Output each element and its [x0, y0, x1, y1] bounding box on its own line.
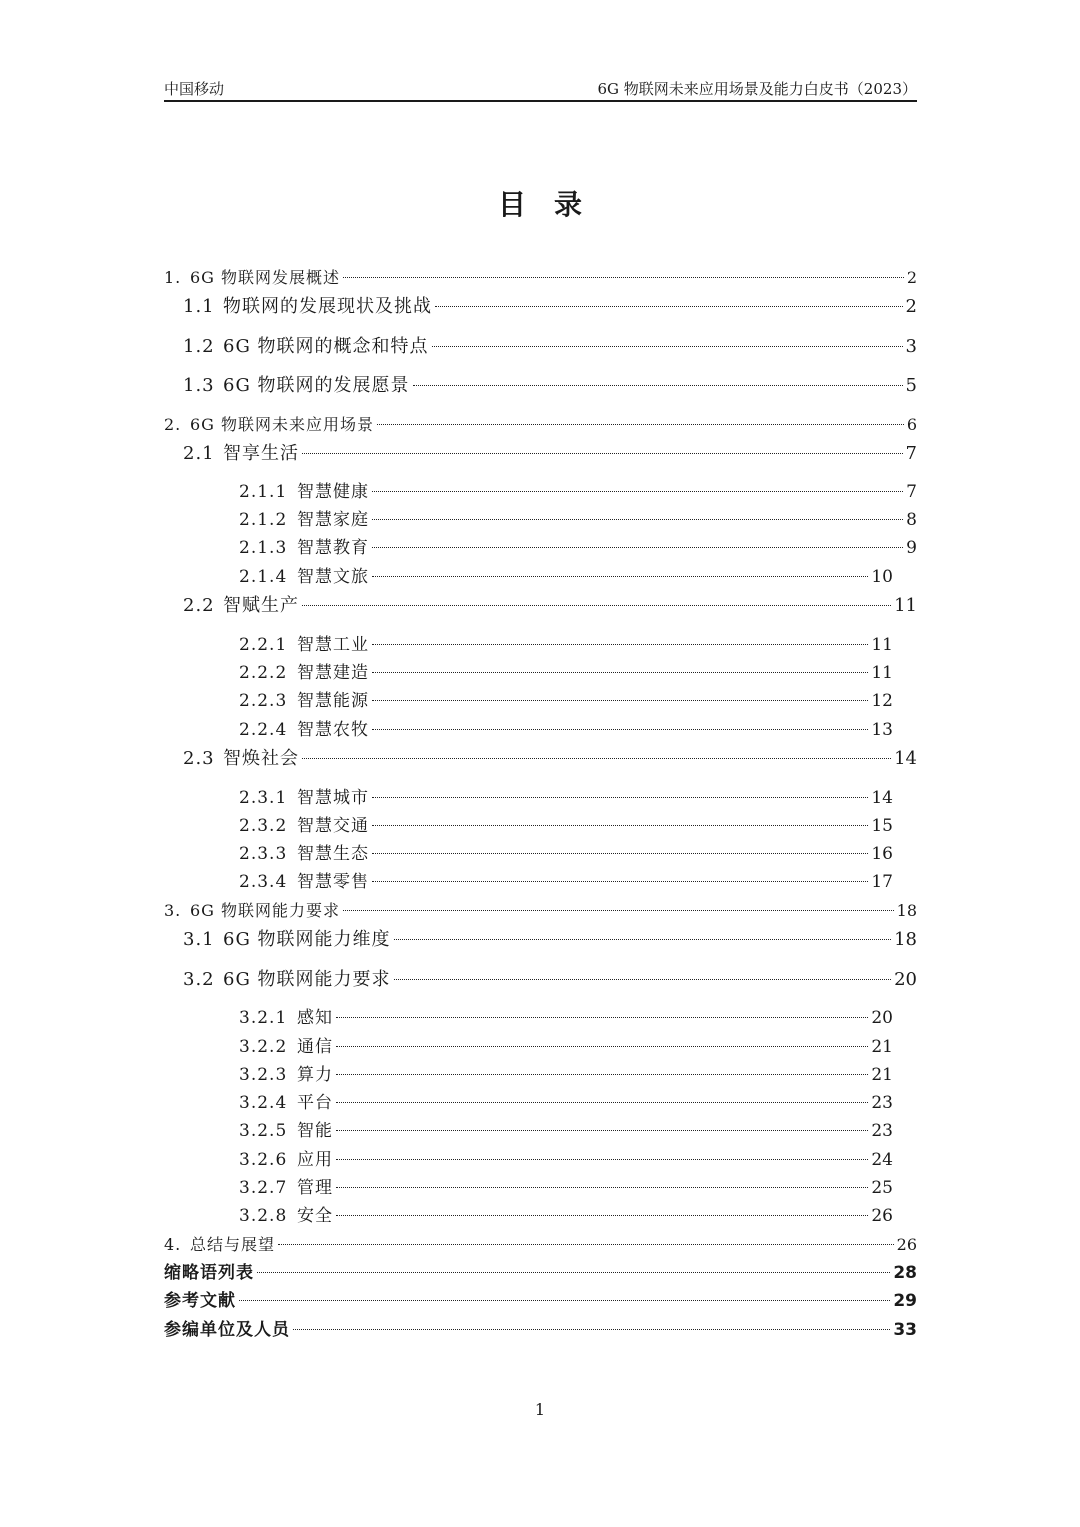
toc-entry[interactable]	[164, 899, 917, 923]
toc-entry-label: 智慧家庭	[297, 510, 369, 530]
dot-leader	[302, 758, 891, 759]
toc-entry-page: 2	[905, 296, 917, 317]
toc-entry-label: 智慧农牧	[297, 720, 369, 740]
page-header	[164, 76, 917, 100]
toc-entry[interactable]	[239, 1119, 893, 1143]
toc-entry-label: 智赋生产	[223, 595, 299, 616]
toc-entry-label: 应用	[297, 1150, 333, 1170]
toc-entry[interactable]	[239, 508, 917, 532]
toc-entry-number: 2.2.3	[239, 691, 288, 711]
dot-leader	[336, 1074, 868, 1075]
toc-entry-label: 物联网的发展现状及挑战	[223, 296, 432, 317]
dot-leader	[432, 346, 903, 347]
toc-entry-label: 智慧工业	[297, 635, 369, 655]
toc-entry[interactable]	[164, 1289, 917, 1313]
toc-entry-label: 参编单位及人员	[164, 1320, 290, 1340]
dot-leader	[372, 853, 868, 854]
toc-entry[interactable]	[183, 374, 917, 398]
toc-entry-label: 通信	[297, 1037, 333, 1057]
dot-leader	[372, 547, 903, 548]
toc-entry-label: 智慧能源	[297, 691, 369, 711]
toc-entry[interactable]	[239, 786, 893, 810]
toc-entry-label: 总结与展望	[190, 1235, 276, 1254]
toc-entry[interactable]	[239, 1006, 893, 1030]
dot-leader	[377, 424, 904, 425]
toc-entry-number: 2.1.1	[239, 482, 288, 502]
header-rule	[164, 100, 917, 102]
toc-entry-page: 28	[893, 1263, 917, 1283]
dot-leader	[435, 306, 903, 307]
header-doc-title: 6G 物联网未来应用场景及能力白皮书（2023）	[597, 80, 917, 98]
toc-entry-number: 4.	[164, 1235, 182, 1254]
toc-entry[interactable]	[164, 1261, 917, 1285]
toc-entry[interactable]	[239, 1176, 893, 1200]
toc-entry-number: 3.2.7	[239, 1178, 288, 1198]
toc-entry[interactable]	[183, 594, 917, 618]
toc-entry-number: 3.2.5	[239, 1121, 288, 1141]
toc-entry-page: 11	[871, 635, 893, 655]
dot-leader	[239, 1300, 890, 1301]
dot-leader	[343, 277, 904, 278]
toc-entry[interactable]	[164, 266, 917, 290]
toc-entry-page: 12	[871, 691, 893, 711]
toc-entry-page: 3	[905, 336, 917, 357]
toc-entry-page: 11	[871, 663, 893, 683]
dot-leader	[336, 1046, 868, 1047]
toc-entry-label: 智慧零售	[297, 872, 369, 892]
toc-entry-label: 6G 物联网能力维度	[223, 929, 391, 950]
toc-entry-number: 2.	[164, 415, 182, 434]
toc-entry[interactable]	[239, 718, 893, 742]
toc-entry-page: 26	[896, 1235, 917, 1254]
dot-leader	[336, 1130, 868, 1131]
toc-entry-label: 智慧交通	[297, 816, 369, 836]
toc-entry-number: 2.1.2	[239, 510, 288, 530]
dot-leader	[413, 385, 903, 386]
toc-entry-page: 20	[871, 1008, 893, 1028]
dot-leader	[394, 939, 892, 940]
toc-entry-number: 2.3.1	[239, 788, 288, 808]
toc-entry[interactable]	[183, 747, 917, 771]
toc-entry-label: 智慧城市	[297, 788, 369, 808]
toc-entry-label: 智能	[297, 1121, 333, 1141]
toc-entry-label: 感知	[297, 1008, 333, 1028]
dot-leader	[336, 1215, 868, 1216]
dot-leader	[394, 979, 892, 980]
toc-entry-label: 6G 物联网能力要求	[223, 969, 391, 990]
toc-entry-label: 智慧生态	[297, 844, 369, 864]
toc-entry-number: 1.2	[183, 336, 215, 357]
toc-entry[interactable]	[183, 968, 917, 992]
toc-entry-label: 智慧教育	[297, 538, 369, 558]
dot-leader	[372, 825, 868, 826]
toc-entry-number: 1.3	[183, 375, 215, 396]
dot-leader	[336, 1102, 868, 1103]
dot-leader	[372, 519, 903, 520]
toc-entry-label: 6G 物联网发展概述	[190, 268, 341, 287]
toc-entry-page: 14	[871, 788, 893, 808]
toc-entry-page: 2	[906, 268, 917, 287]
toc-entry[interactable]	[239, 1204, 893, 1228]
dot-leader	[336, 1187, 868, 1188]
toc-entry[interactable]	[239, 565, 893, 589]
toc-entry-page: 5	[905, 375, 917, 396]
toc-entry-page: 33	[893, 1320, 917, 1340]
toc-entry-label: 智焕社会	[223, 748, 299, 769]
toc-entry[interactable]	[239, 1063, 893, 1087]
toc-entry[interactable]	[239, 1035, 893, 1059]
toc-entry-number: 2.2.4	[239, 720, 288, 740]
toc-entry-page: 21	[871, 1037, 893, 1057]
dot-leader	[257, 1272, 890, 1273]
toc-entry-number: 2.3	[183, 748, 215, 769]
dot-leader	[302, 605, 891, 606]
toc-entry-number: 1.1	[183, 296, 215, 317]
toc-entry-number: 2.1	[183, 443, 215, 464]
toc-entry[interactable]	[239, 870, 893, 894]
toc-entry-page: 21	[871, 1065, 893, 1085]
toc-entry[interactable]	[164, 1318, 917, 1342]
toc-entry-page: 18	[894, 929, 917, 950]
toc-entry-label: 6G 物联网未来应用场景	[190, 415, 375, 434]
header-org: 中国移动	[164, 80, 225, 98]
toc-entry-page: 26	[871, 1206, 893, 1226]
dot-leader	[293, 1329, 890, 1330]
toc-entry-label: 智慧文旅	[297, 567, 369, 587]
toc-entry-label: 智享生活	[223, 443, 299, 464]
toc-entry-number: 3.2.6	[239, 1150, 288, 1170]
toc-entry[interactable]	[239, 689, 893, 713]
toc-entry-page: 7	[906, 482, 917, 502]
dot-leader	[278, 1244, 894, 1245]
toc-entry-page: 11	[894, 595, 917, 616]
toc-entry-label: 平台	[297, 1093, 333, 1113]
toc-entry-label: 6G 物联网的概念和特点	[223, 336, 429, 357]
toc-entry-page: 23	[871, 1093, 893, 1113]
page-title: 目录	[497, 188, 610, 221]
toc-entry[interactable]	[183, 928, 917, 952]
dot-leader	[372, 672, 868, 673]
toc-entry-number: 2.2.1	[239, 635, 288, 655]
dot-leader	[372, 491, 903, 492]
toc-entry[interactable]	[239, 633, 893, 657]
toc-entry[interactable]	[239, 661, 893, 685]
toc-entry[interactable]	[239, 842, 893, 866]
toc-entry[interactable]	[164, 1233, 917, 1257]
toc-entry-number: 3.2.4	[239, 1093, 288, 1113]
toc-entry-page: 29	[893, 1291, 917, 1311]
toc-entry[interactable]	[183, 295, 917, 319]
toc-entry-label: 6G 物联网能力要求	[190, 901, 341, 920]
toc-entry-page: 13	[871, 720, 893, 740]
toc-entry-page: 24	[871, 1150, 893, 1170]
toc-entry-page: 7	[905, 443, 917, 464]
dot-leader	[343, 910, 894, 911]
toc-entry[interactable]	[239, 1091, 893, 1115]
dot-leader	[372, 729, 868, 730]
toc-entry-number: 3.2.3	[239, 1065, 288, 1085]
dot-leader	[372, 881, 868, 882]
toc-entry[interactable]	[183, 442, 917, 466]
toc-entry-label: 缩略语列表	[164, 1263, 254, 1283]
toc-entry-page: 17	[871, 872, 893, 892]
toc-entry-label: 安全	[297, 1206, 333, 1226]
toc-entry-number: 3.2.2	[239, 1037, 288, 1057]
toc-entry-page: 25	[871, 1178, 893, 1198]
toc-entry-number: 1.	[164, 268, 182, 287]
toc-entry-number: 2.2.2	[239, 663, 288, 683]
toc-entry-number: 3.	[164, 901, 182, 920]
toc-entry-page: 10	[871, 567, 893, 587]
dot-leader	[372, 797, 868, 798]
toc-entry[interactable]	[164, 413, 917, 437]
toc-entry[interactable]	[239, 1148, 893, 1172]
toc-entry[interactable]	[183, 335, 917, 359]
dot-leader	[302, 453, 903, 454]
toc-entry-number: 3.1	[183, 929, 215, 950]
toc-entry-page: 20	[894, 969, 917, 990]
toc-entry-page: 8	[906, 510, 917, 530]
toc-entry-page: 14	[894, 748, 917, 769]
toc-entry[interactable]	[239, 536, 917, 560]
toc-entry-number: 3.2.8	[239, 1206, 288, 1226]
dot-leader	[336, 1017, 868, 1018]
toc-entry-page: 15	[871, 816, 893, 836]
toc-entry-label: 算力	[297, 1065, 333, 1085]
toc-entry-page: 23	[871, 1121, 893, 1141]
toc-entry-label: 参考文献	[164, 1291, 236, 1311]
dot-leader	[372, 576, 868, 577]
toc-entry-page: 6	[906, 415, 917, 434]
toc-entry-label: 智慧建造	[297, 663, 369, 683]
toc-entry[interactable]	[239, 814, 893, 838]
toc-entry-number: 3.2	[183, 969, 215, 990]
page-number: 1	[534, 1400, 546, 1419]
toc-entry-number: 2.3.4	[239, 872, 288, 892]
dot-leader	[336, 1159, 868, 1160]
dot-leader	[372, 644, 868, 645]
toc-entry-number: 2.1.4	[239, 567, 288, 587]
toc-entry-label: 智慧健康	[297, 482, 369, 502]
toc-entry-label: 6G 物联网的发展愿景	[223, 375, 410, 396]
toc-entry-page: 16	[871, 844, 893, 864]
toc-entry-page: 9	[906, 538, 917, 558]
dot-leader	[372, 700, 868, 701]
toc-entry-number: 2.1.3	[239, 538, 288, 558]
toc-entry-number: 3.2.1	[239, 1008, 288, 1028]
toc-entry-number: 2.2	[183, 595, 215, 616]
toc-entry-page: 18	[896, 901, 917, 920]
toc-entry[interactable]	[239, 480, 917, 504]
toc-entry-number: 2.3.2	[239, 816, 288, 836]
toc-entry-label: 管理	[297, 1178, 333, 1198]
toc-entry-number: 2.3.3	[239, 844, 288, 864]
